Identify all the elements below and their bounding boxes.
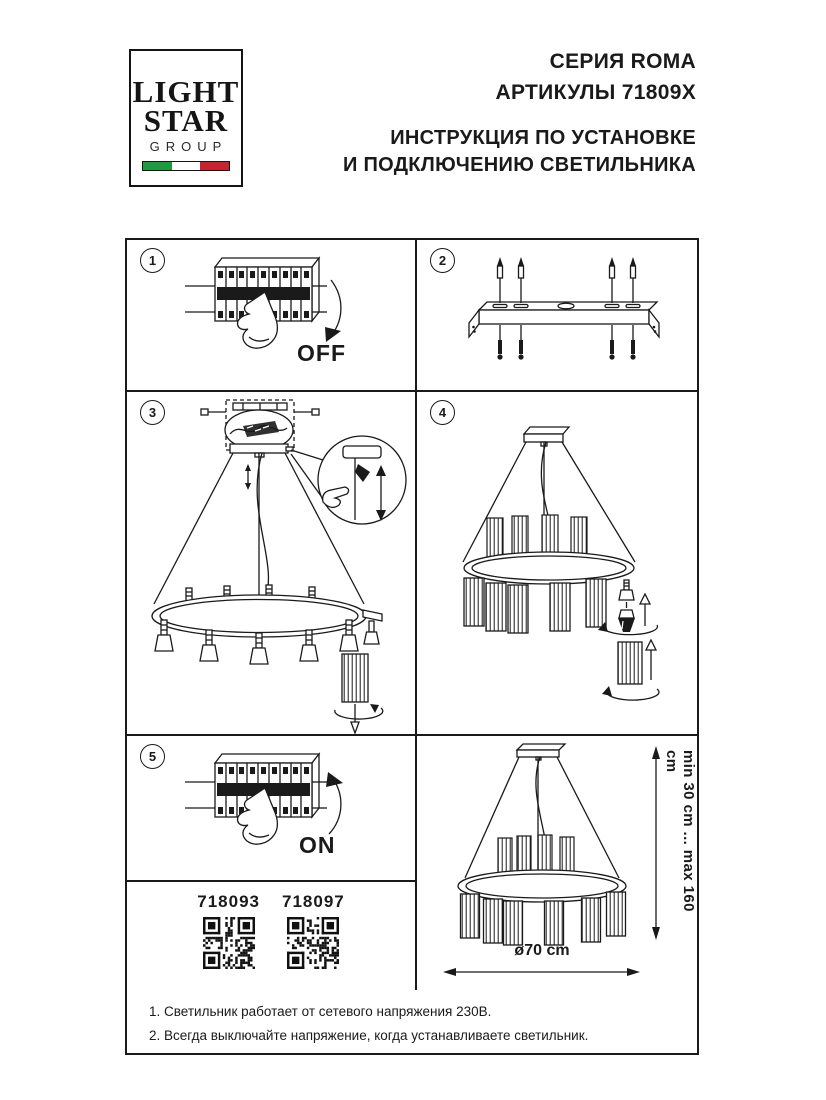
ring-frame-drawing (458, 870, 626, 902)
flag-green-stripe (143, 162, 172, 170)
step-1-number-badge: 1 (140, 248, 165, 273)
header-text-block (343, 46, 696, 179)
instruction-grid (125, 238, 699, 992)
italian-flag-icon (142, 161, 230, 171)
qr-code (203, 917, 255, 969)
on-label: ON (299, 832, 336, 858)
notes-box (125, 990, 699, 1055)
step-5-panel (127, 736, 415, 880)
logo-word-light: LIGHT (132, 74, 240, 109)
shade-drawing (335, 654, 383, 733)
mounting-illustration (127, 392, 415, 734)
cable-adjuster-magnifier (291, 436, 406, 524)
diameter-label: ø70 cm (514, 942, 570, 959)
bracket-illustration (417, 240, 697, 390)
breaker-off-illustration (127, 240, 415, 390)
step-1-panel (127, 240, 415, 390)
ring-frame-drawing (464, 552, 634, 584)
shade-install-illustration (417, 392, 697, 734)
step-3-panel (127, 392, 415, 734)
qr-code (287, 917, 339, 969)
front-shades-drawing (464, 578, 606, 633)
breaker-on-illustration (127, 736, 415, 880)
article-number: 718097 (282, 892, 345, 911)
dimensions-panel (417, 736, 697, 990)
series-title: СЕРИЯ ROMA (549, 50, 696, 73)
note-2: 2. Всегда выключайте напряжение, когда устанавливаете светильник. (149, 1028, 589, 1043)
product-718097 (282, 892, 345, 969)
off-label: OFF (297, 340, 346, 366)
flag-red-stripe (200, 162, 229, 170)
step-4-panel (417, 392, 697, 734)
lightstar-logo (129, 49, 243, 187)
step-2-panel (417, 240, 697, 390)
cable-arrow-up (245, 464, 251, 471)
height-dimension-arrow (652, 746, 660, 940)
back-shades-drawing (498, 835, 574, 874)
step-2-number-badge: 2 (430, 248, 455, 273)
arrow-down-icon (325, 280, 341, 342)
logo-word-group: GROUP (149, 139, 228, 154)
arrow-up-icon (326, 772, 343, 834)
step-4-number-badge: 4 (430, 400, 455, 425)
step-3-number-badge: 3 (140, 400, 165, 425)
instruction-title-line1: ИНСТРУКЦИЯ ПО УСТАНОВКЕ (390, 127, 696, 149)
step-5-number-badge: 5 (140, 744, 165, 769)
article-number: 718093 (197, 892, 260, 911)
cable-arrow-down (245, 483, 251, 490)
articles-title: АРТИКУЛЫ 71809X (495, 81, 696, 104)
bulb-install-detail (598, 580, 657, 635)
products-panel (127, 882, 415, 990)
height-range-label: min 30 cm ... max 160 cm (663, 750, 697, 912)
logo-word-star: STAR (143, 103, 229, 138)
diameter-dimension-arrow (443, 968, 640, 976)
articles-row (127, 892, 415, 969)
flag-white-stripe (172, 162, 201, 170)
mounting-bracket-drawing (469, 302, 659, 337)
instruction-title-line2: И ПОДКЛЮЧЕНИЮ СВЕТИЛЬНИКА (342, 154, 696, 176)
note-1: 1. Светильник работает от сетевого напряжения 230В. (149, 1004, 492, 1019)
product-718093 (197, 892, 260, 969)
ceiling-mount-drawing (201, 400, 319, 457)
shade-install-detail (602, 640, 659, 700)
